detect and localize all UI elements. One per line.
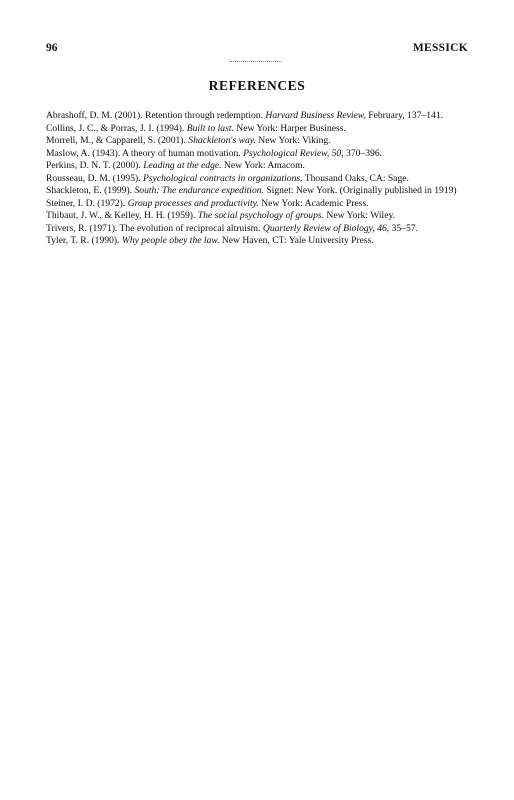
reference-item: Thibaut, J. W., & Kelley, H. H. (1959). The social psychology of groups. New York: Wiley.: [46, 210, 396, 221]
reference-item: Morrell, M., & Capparell, S. (2001). Shackleton's way. New York: Viking.: [46, 135, 331, 146]
reference-list: [46, 110, 470, 248]
header-dotted-rule: [230, 61, 282, 62]
running-head: [46, 42, 468, 58]
reference-item: Steiner, I. D. (1972). Group processes and productivity. New York: Academic Press.: [46, 197, 369, 209]
reference-item: Collins, J. C., & Porras, J. I. (1994). Built to last. New York: Harper Business.: [46, 122, 346, 134]
reference-item: Maslow, A. (1943). A theory of human motivation. Psychological Review, 50, 370–396.: [46, 147, 383, 159]
reference-item: Abrashoff, D. M. (2001). Retention through redemption. Harvard Business Review, February, 137–141.: [46, 110, 444, 121]
page-number: 96: [46, 42, 58, 54]
reference-item: Trivers, R. (1971). The evolution of reciprocal altruism. Quarterly Review of Biology, 46, 35–57.: [46, 222, 418, 234]
reference-item: Perkins, D. N. T. (2000). Leading at the edge. New York: Amacom.: [46, 160, 305, 171]
section-title: REFERENCES: [208, 78, 306, 93]
reference-item: Rousseau, D. M. (1995). Psychological contracts in organizations. Thousand Oaks, CA: Sage.: [46, 172, 409, 184]
reference-item: Tyler, T. R. (1990). Why people obey the law. New Haven, CT: Yale University Press.: [46, 235, 374, 246]
running-title: MESSICK: [412, 42, 468, 54]
reference-item: Shackleton, E. (1999). South: The endurance expedition. Signet: New York. (Originally published in 1919): [46, 185, 457, 196]
